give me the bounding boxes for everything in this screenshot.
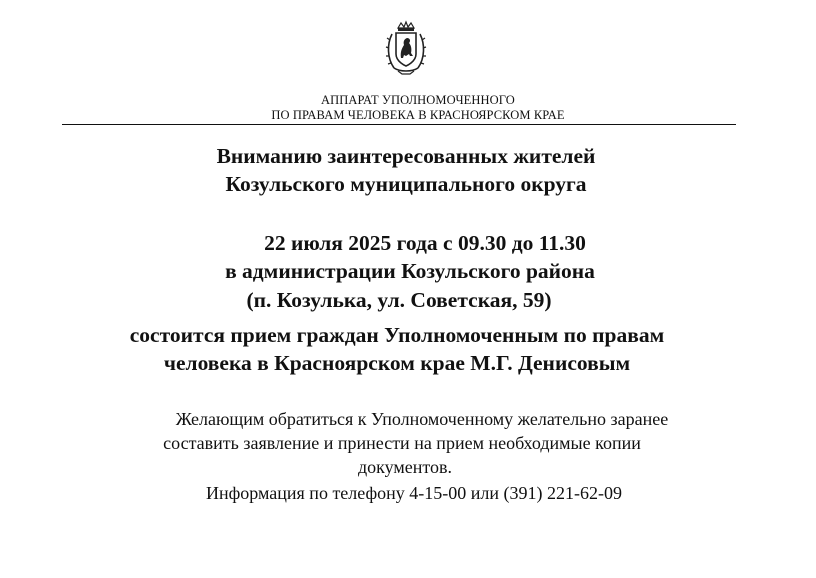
- heading-line-1: Вниманию заинтересованных жителей: [216, 144, 596, 168]
- organization-name-line-1: АППАРАТ УПОЛНОМОЧЕННОГО: [321, 93, 515, 107]
- announcement-venue: в администрации Козульского района: [225, 259, 595, 283]
- announcement-body-line-1: состоится прием граждан Уполномоченным по правам: [129, 323, 665, 347]
- note-line-1: Желающим обратиться к Уполномоченному желательно заранее: [175, 409, 669, 429]
- letterhead-divider: [62, 124, 736, 125]
- note-line-3: документов.: [357, 457, 453, 477]
- organization-name-line-2: ПО ПРАВАМ ЧЕЛОВЕКА В КРАСНОЯРСКОМ КРАЕ: [271, 108, 565, 122]
- announcement-date-time: 22 июля 2025 года с 09.30 до 11.30: [264, 231, 586, 255]
- coat-of-arms-icon: [384, 20, 428, 76]
- note-line-2: составить заявление и принести на прием необходимые копии: [163, 433, 641, 453]
- contact-phone-line: Информация по телефону 4-15-00 или (391) 221-62-09: [205, 483, 622, 503]
- announcement-address: (п. Козулька, ул. Советская, 59): [246, 288, 552, 312]
- announcement-body-line-2: человека в Красноярском крае М.Г. Денисовым: [163, 351, 631, 375]
- heading-line-2: Козульского муниципального округа: [225, 172, 587, 196]
